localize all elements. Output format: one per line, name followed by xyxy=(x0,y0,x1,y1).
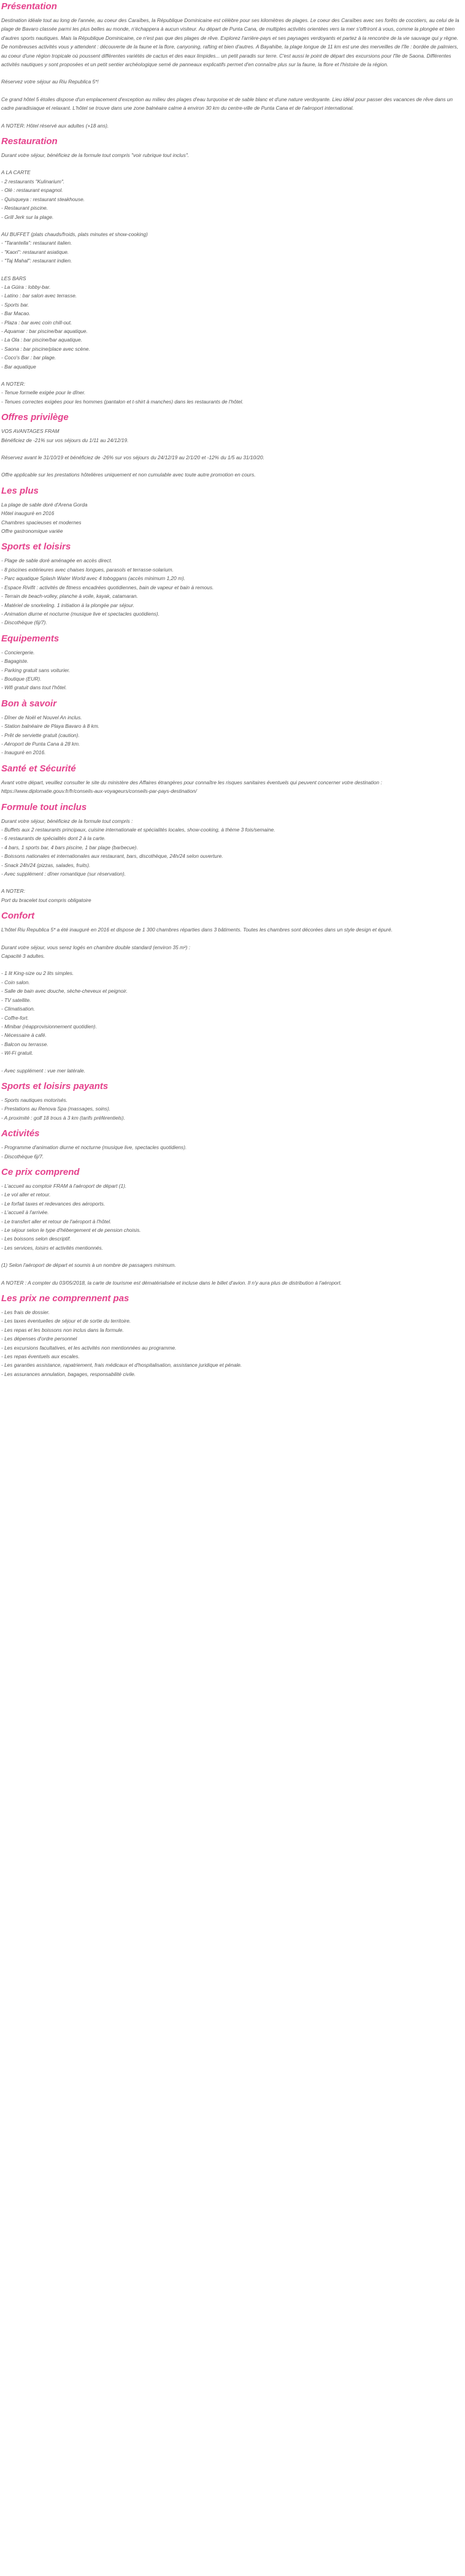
paragraph-gap xyxy=(1,86,463,95)
text-line: - Boutique (EUR). xyxy=(1,675,42,682)
text-line: - Discothèque 6j/7. xyxy=(1,1153,44,1160)
text-line: A NOTER: Hôtel réservé aux adultes (+18 ans). xyxy=(1,122,109,129)
text-line: - Buffets aux 2 restaurants principaux, cuisine internationale et spécialités locales, show-cooking, à thème 3 fois/semaine. xyxy=(1,827,275,833)
section-heading: Restauration xyxy=(1,136,58,147)
section-presentation xyxy=(1,1,463,130)
section-heading: Formule tout inclus xyxy=(1,801,87,812)
section-heading: Confort xyxy=(1,911,35,922)
text-line: - Le vol aller et retour. xyxy=(1,1191,51,1198)
text-line: - Quisqueya : restaurant steakhouse. xyxy=(1,196,85,202)
text-line: - Espace Rivifit : activités de fitness encadrées quotidiennes, bain de vapeur et bain à remous. xyxy=(1,584,214,590)
text-line: - Minibar (réapprovisionnement quotidien). xyxy=(1,1023,97,1030)
text-line: La plage de sable doré d'Arena Gorda xyxy=(1,501,88,508)
paragraph-gap xyxy=(1,221,463,230)
text-line: - TV satellite. xyxy=(1,996,31,1003)
text-line: - Le transfert aller et retour de l'aéroport à l'hôtel. xyxy=(1,1218,112,1225)
text-line: - "Tarantella": restaurant italien. xyxy=(1,240,72,247)
text-line: - Nécessaire à café. xyxy=(1,1032,47,1039)
paragraph-gap xyxy=(1,1252,463,1261)
text-line: - Les boissons selon descriptif. xyxy=(1,1236,71,1242)
text-line: - Wi-Fi gratuit. xyxy=(1,1050,34,1057)
text-line: - Les repas éventuels aux escales. xyxy=(1,1353,80,1360)
text-line: VOS AVANTAGES FRAM xyxy=(1,428,60,435)
text-line: - Snack 24h/24 (pizzas, salades, fruits). xyxy=(1,862,91,868)
text-line: - 4 bars, 1 sports bar, 4 bars piscine, 1 bar plage (barbecue). xyxy=(1,844,138,850)
text-line: - Dîner de Noël et Nouvel An inclus. xyxy=(1,714,82,720)
text-line: A NOTER : A compter du 03/05/2018, la carte de tourisme est dématérialisée et incluse dans le billet d'avion. Il n'y aura plus de distribution à l'aéroport. xyxy=(1,1279,342,1286)
text-line: - Les assurances annulation, bagages, responsabilité civile. xyxy=(1,1370,136,1377)
text-line: - Les frais de dossier. xyxy=(1,1309,50,1316)
text-line: - Les excursions facultatives, et les activités non mentionnées au programme. xyxy=(1,1344,177,1351)
text-line: - Les dépenses d'ordre personnel xyxy=(1,1336,77,1342)
text-line: - Avec supplément : dîner romantique (sur réservation). xyxy=(1,871,126,877)
text-line: - Les repas et les boissons non inclus dans la formule. xyxy=(1,1326,124,1333)
section-offres-privilege xyxy=(1,412,463,480)
section-equipements xyxy=(1,633,463,692)
section-heading: Les prix ne comprennent pas xyxy=(1,1293,129,1304)
text-line: - Aquamar : bar piscine/bar aquatique. xyxy=(1,327,88,334)
text-line: Capacité 3 adultes. xyxy=(1,953,45,960)
section-heading: Offres privilège xyxy=(1,412,69,423)
text-line: - Salle de bain avec douche, sèche-cheveux et peignoir. xyxy=(1,988,128,995)
section-activites xyxy=(1,1128,463,1161)
section-sports-et-loisirs-payants xyxy=(1,1081,463,1122)
text-line: - Programme d'animation diurne et nocturne (musique live, spectacles quotidiens). xyxy=(1,1144,187,1151)
text-line: - Matériel de snorkeling. 1 initiation à la plongée par séjour. xyxy=(1,602,134,608)
section-sante-et-securite xyxy=(1,763,463,796)
section-heading: Santé et Sécurité xyxy=(1,763,76,774)
text-line: - "Kaori": restaurant asiatique. xyxy=(1,248,69,255)
paragraph-gap xyxy=(1,445,463,453)
text-line: - 6 restaurants de spécialités dont 2 à la carte. xyxy=(1,835,106,842)
section-bon-a-savoir xyxy=(1,698,463,757)
text-line: - Inauguré en 2016. xyxy=(1,749,46,756)
text-line: Port du bracelet tout compris obligatoire xyxy=(1,896,91,903)
text-line: - Climatisation. xyxy=(1,1006,35,1012)
text-line: - Coco's Bar : bar plage. xyxy=(1,354,56,361)
section-les-prix-ne-comprennent-pas xyxy=(1,1293,463,1378)
text-line: L'hôtel Riu Republica 5* a été inauguré en 2016 et dispose de 1 300 chambres réparties dans 3 bâtiments. Toutes les chambres sont décorées dans un style design et épuré. xyxy=(1,927,393,933)
text-line: - Avec supplément : vue mer latérale. xyxy=(1,1067,85,1074)
text-line: Réservez votre séjour au Riu Republica 5*! xyxy=(1,78,99,85)
paragraph-gap xyxy=(1,878,463,887)
text-line: - La Güira : lobby-bar. xyxy=(1,283,51,290)
text-line: - Les taxes éventuelles de séjour et de sortie du territoire. xyxy=(1,1318,131,1324)
text-line: - Wifi gratuit dans tout l'hôtel. xyxy=(1,684,67,691)
text-line: Avant votre départ, veuillez consulter le site du ministère des Affaires étrangères pour connaître les risques sanitaires éventuels qui peuvent concerner votre destination : https://www.diplomatie.gouv.fr/fr/conseils-aux-voyageurs/conseils-par-pays-destination/ xyxy=(1,779,382,795)
section-heading: Ce prix comprend xyxy=(1,1166,80,1177)
section-heading: Activités xyxy=(1,1128,40,1139)
text-line: - Discothèque (6j/7). xyxy=(1,619,47,626)
section-heading: Les plus xyxy=(1,485,39,496)
text-line: - Conciergerie. xyxy=(1,649,35,655)
text-line: - Tenue formelle exigée pour le dîner. xyxy=(1,389,86,396)
text-line: Durant votre séjour, bénéficiez de la formule tout compris "voir rubrique tout inclus". xyxy=(1,152,190,159)
section-heading: Présentation xyxy=(1,1,57,12)
paragraph-gap xyxy=(1,159,463,168)
text-line: - Prêt de serviette gratuit (caution). xyxy=(1,732,80,738)
text-line: - Saona : bar piscine/place avec scène. xyxy=(1,345,90,352)
section-heading: Bon à savoir xyxy=(1,698,57,709)
text-line: - Restaurant piscine. xyxy=(1,205,48,212)
text-line: - Prestations au Renova Spa (massages, soins). xyxy=(1,1106,111,1112)
text-line: - Latino : bar salon avec terrasse. xyxy=(1,292,77,299)
text-line: - Bagagiste. xyxy=(1,658,29,665)
text-line: - Parc aquatique Splash Water World avec 4 toboggans (accès minimum 1,20 m). xyxy=(1,575,186,582)
paragraph-gap xyxy=(1,69,463,77)
text-line: - 8 piscines extérieures avec chaises longues, parasols et terrasse-solarium. xyxy=(1,566,174,573)
text-line: - L'accueil à l'arrivée. xyxy=(1,1209,49,1216)
section-heading: Equipements xyxy=(1,633,60,644)
section-heading: Sports et loisirs xyxy=(1,541,71,552)
paragraph-gap xyxy=(1,1270,463,1278)
text-line: Offre gastronomique variée xyxy=(1,528,63,535)
paragraph-gap xyxy=(1,1058,463,1066)
text-line: - Les services, loisirs et activités mentionnés. xyxy=(1,1244,103,1251)
text-line: Durant votre séjour, vous serez logés en chambre double standard (environ 35 m²) : xyxy=(1,944,191,950)
text-line: - Boissons nationales et internationales aux restaurant, bars, discothèque, 24h/24 selon ouverture. xyxy=(1,853,223,860)
text-line: - Balcon ou terrasse. xyxy=(1,1041,48,1047)
text-line: A LA CARTE xyxy=(1,169,31,176)
text-line: - A proximité : golf 18 trous à 3 km (tarifs préférentiels). xyxy=(1,1114,125,1121)
section-les-plus xyxy=(1,486,463,536)
paragraph-gap xyxy=(1,371,463,380)
text-line: Hôtel inauguré en 2016 xyxy=(1,510,55,517)
section-confort xyxy=(1,911,463,1075)
text-line: Ce grand hôtel 5 étoiles dispose d'un emplacement d'exception au milieu des plages d'eau turquoise et de sable blanc et d'une nature verdoyante. Lieu idéal pour passer des vacances de rêve dans un cadre paradisiaque et relaxant. L'hôtel se trouve dans une zone balnéaire calme à environ 30 km du centre-ville de Punta Cana et de l'aéroport international. xyxy=(1,96,453,112)
section-formule-tout-inclus xyxy=(1,802,463,905)
text-line: - Bar aquatique xyxy=(1,363,36,370)
paragraph-gap xyxy=(1,462,463,470)
text-line: Réservez avant le 31/10/19 et bénéficiez de -26% sur vos séjours du 24/12/19 au 2/1/20 et -12% du 1/5 au 31/10/20. xyxy=(1,454,264,461)
text-line: - L'accueil au comptoir FRAM à l'aéroport de départ (1). xyxy=(1,1182,127,1189)
text-line: AU BUFFET (plats chauds/froids, plats minutes et show-cooking) xyxy=(1,231,148,237)
paragraph-gap xyxy=(1,113,463,121)
text-line: A NOTER: xyxy=(1,381,25,387)
text-line: - Tenues correctes exigées pour les hommes (pantalon et t-shirt à manches) dans les restaurants de l'hôtel. xyxy=(1,398,244,405)
text-line: - La Ola : bar piscine/bar aquatique. xyxy=(1,337,82,343)
text-line: - Sports nautiques motorisés. xyxy=(1,1096,67,1103)
text-line: - Bar Macao. xyxy=(1,310,31,317)
text-line: - Terrain de beach-volley, planche à voile, kayak, catamaran. xyxy=(1,593,138,600)
text-line: - Les garanties assistance, rapatriement, frais médicaux et d'hospitalisation, assistance juridique et pénale. xyxy=(1,1362,242,1369)
text-line: - Plaza : bar avec coin chill-out. xyxy=(1,319,72,326)
paragraph-gap xyxy=(1,266,463,274)
section-heading: Sports et loisirs payants xyxy=(1,1080,109,1091)
text-line: - Le forfait taxes et redevances des aéroports. xyxy=(1,1200,106,1207)
text-line: - Grill Jerk sur la plage. xyxy=(1,213,54,220)
text-line: - Coin salon. xyxy=(1,979,30,985)
section-restauration xyxy=(1,136,463,406)
text-line: - Le séjour selon le type d'hébergement et de pension choisis. xyxy=(1,1227,141,1233)
text-line: Chambres spacieuses et modernes xyxy=(1,519,82,526)
text-line: - Station balnéaire de Playa Bavaro à 8 km. xyxy=(1,723,100,730)
section-ce-prix-comprend xyxy=(1,1167,463,1287)
section-sports-et-loisirs xyxy=(1,541,463,627)
text-line: Bénéficiez de -21% sur vos séjours du 1/11 au 24/12/19. xyxy=(1,437,129,443)
text-line: - Coffre-fort. xyxy=(1,1014,29,1021)
text-line: - "Taj Mahal": restaurant indien. xyxy=(1,258,72,264)
text-line: Destination idéale tout au long de l'année, au coeur des Caraïbes, la République Dominicaine est célèbre pour ses kilomètres de plages. Le coeur des Caraïbes avec ses forêts de cocotiers, au celui de la plage de Bavaro classée parmi les plus belles au monde, n'échappera à aucun visiteur. Au départ de Punta Cana, de multiples activités orientées vers la mer s'offriront à vous, comme la plongée et bien d'autres sports nautiques. Mais la République Dominicaine, ce n'est pas que des plages de rêve. Explorez l'arrière-pays et ses paysages verdoyants et partez à la rencontre de la vie sauvage qui y règne. De nombreuses activités vous y attendent : découverte de la faune et la flore, canyoning, rafting et bien d'autres. A Bayahibe, la plage longue de 11 km est une des merveilles de l'île : bordée de palmiers, au coeur d'une région tropicale où poussent différentes variétés de cactus et des eaux limpides... un petit paradis sur terre. C'est aussi le point de départ des excursions pour l'île de Saona. Différentes activités nautiques y sont proposées et un petit sentier archéologique semé de panneaux explicatifs permet d'en connaître plus sur la faune, la flore et l'histoire de la région. xyxy=(1,17,459,68)
text-line: - Animation diurne et nocturne (musique live et spectacles quotidiens). xyxy=(1,610,159,617)
text-line: - Sports bar. xyxy=(1,301,29,308)
paragraph-gap xyxy=(1,960,463,969)
text-line: - 2 restaurants "Kulinarium". xyxy=(1,178,65,185)
paragraph-gap xyxy=(1,934,463,943)
text-line: - Parking gratuit sans voiturier. xyxy=(1,667,71,673)
text-line: - 1 lit King-size ou 2 lits simples. xyxy=(1,970,74,977)
text-line: - Aéroport de Punta Cana à 28 km. xyxy=(1,740,80,747)
text-line: Durant votre séjour, bénéficiez de la formule tout compris : xyxy=(1,817,133,824)
text-line: - Olé : restaurant espagnol. xyxy=(1,187,63,194)
text-line: A NOTER: xyxy=(1,888,25,895)
text-line: - Plage de sable doré aménagée en accès direct. xyxy=(1,557,112,564)
text-line: Offre applicable sur les prestations hôtelières uniquement et non cumulable avec toute autre promotion en cours. xyxy=(1,472,256,478)
text-line: (1) Selon l'aéroport de départ et soumis à un nombre de passagers minimum. xyxy=(1,1262,176,1269)
text-line: LES BARS xyxy=(1,275,26,281)
